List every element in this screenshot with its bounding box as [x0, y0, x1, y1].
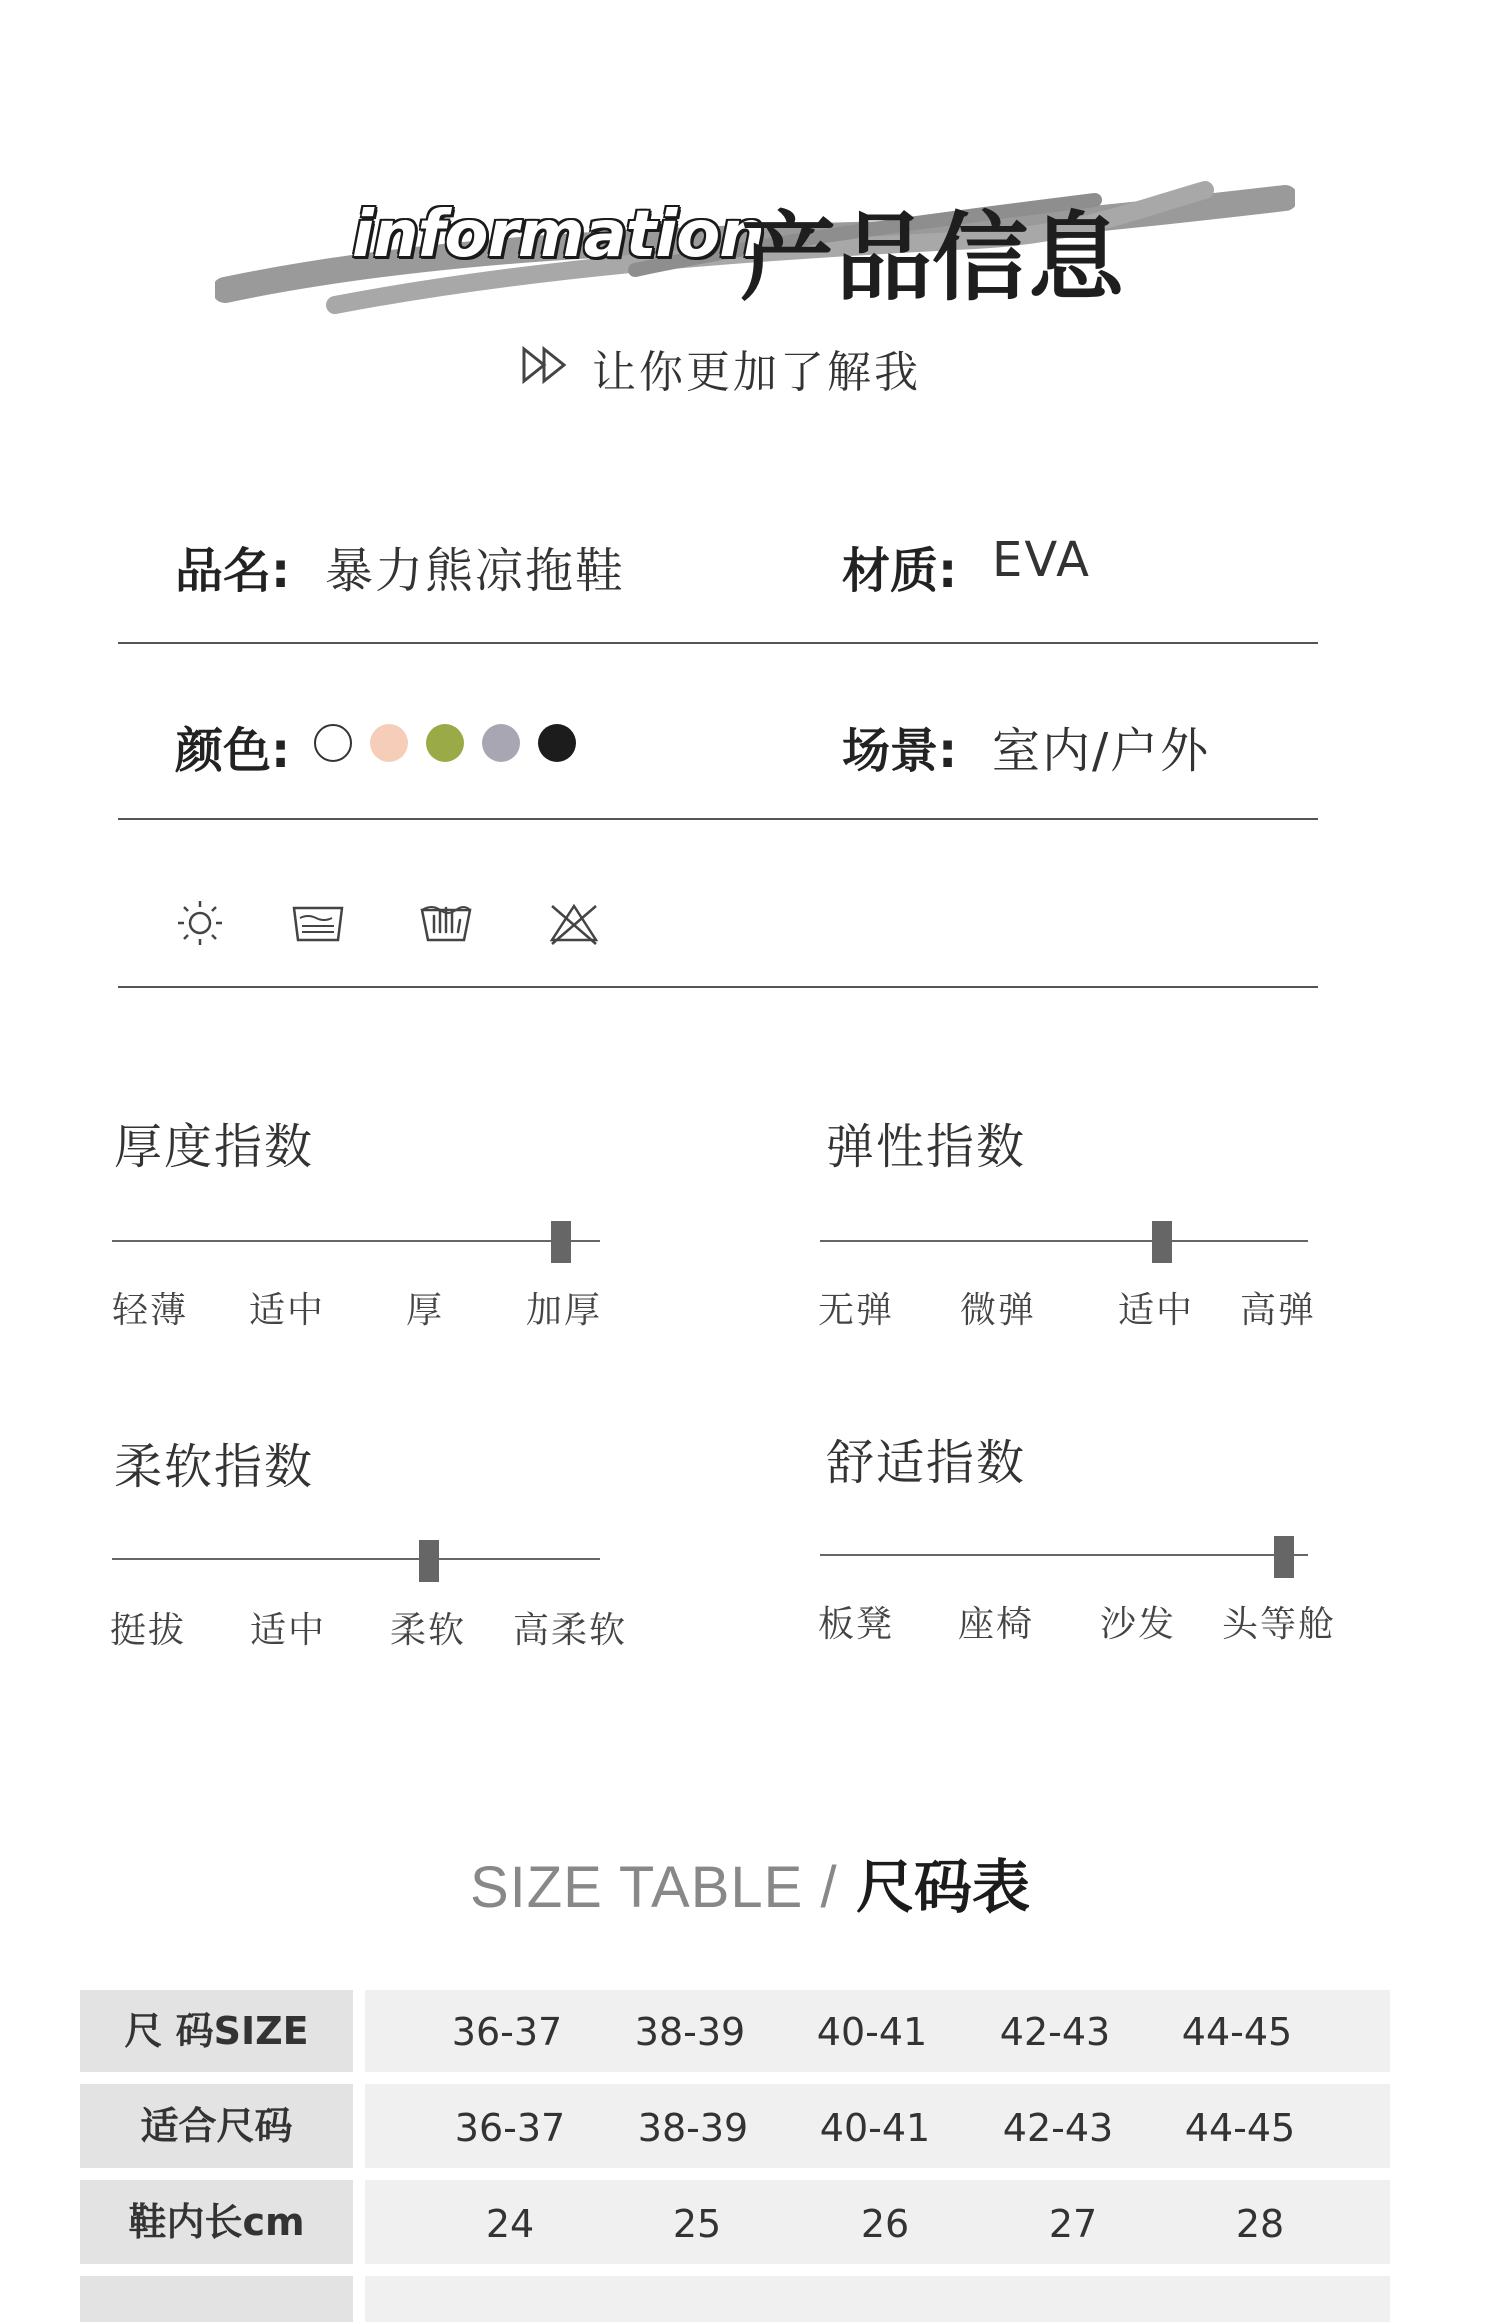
size-cell: 40-41 [816, 2010, 928, 2054]
partial-row [365, 2276, 1390, 2322]
color-swatch-gray[interactable] [482, 724, 520, 762]
insole-length-cell: 28 [1235, 2202, 1285, 2246]
elasticity-tick: 微弹 [959, 1290, 1036, 1331]
elasticity-index-title: 弹性指数 [826, 1119, 1027, 1175]
thickness-slider-thumb [551, 1221, 571, 1263]
material-label: 材质: [842, 543, 958, 599]
color-swatch-green[interactable] [426, 724, 464, 762]
fit-size-row-header: 适合尺码 [80, 2084, 353, 2168]
thickness-track [112, 1240, 600, 1242]
softness-tick: 柔软 [389, 1610, 466, 1651]
thickness-tick: 轻薄 [111, 1290, 188, 1331]
size-table-title-en: SIZE TABLE / [469, 1855, 838, 1920]
fit-size-cell: 40-41 [819, 2106, 931, 2150]
title-cn: 产品信息 [740, 202, 1124, 314]
comfort-index-title: 舒适指数 [826, 1435, 1027, 1491]
softness-tick: 适中 [249, 1610, 326, 1651]
elasticity-tick: 无弹 [817, 1290, 894, 1331]
softness-index-title: 柔软指数 [114, 1439, 315, 1495]
name-label: 品名: [175, 543, 291, 599]
color-swatch-white[interactable] [314, 724, 352, 762]
thickness-tick: 厚 [405, 1290, 444, 1331]
softness-tick: 高柔软 [512, 1610, 627, 1651]
size-cell: 44-45 [1181, 2010, 1293, 2054]
thickness-tick: 适中 [248, 1290, 325, 1331]
hand-wash-icon [290, 898, 346, 948]
thickness-index-title: 厚度指数 [114, 1119, 315, 1175]
softness-slider-thumb [419, 1540, 439, 1582]
size-row-header: 尺 码SIZE [80, 1990, 353, 2072]
insole-length-cell: 25 [672, 2202, 722, 2246]
insole-length-cell: 26 [860, 2202, 910, 2246]
softness-tick: 挺拔 [109, 1610, 186, 1651]
color-label: 颜色: [175, 723, 291, 779]
elasticity-tick: 适中 [1117, 1290, 1194, 1331]
subtitle: 让你更加了解我 [592, 347, 921, 398]
partial-row-header [80, 2276, 353, 2322]
sun-dry-icon [172, 898, 228, 948]
scene-value: 室内/户外 [992, 723, 1211, 779]
scene-label: 场景: [842, 723, 958, 779]
thickness-tick: 加厚 [525, 1290, 602, 1331]
do-not-bleach-icon [546, 898, 602, 948]
fit-size-cell: 44-45 [1184, 2106, 1296, 2150]
insole-length-cell: 27 [1048, 2202, 1098, 2246]
fit-size-cell: 38-39 [637, 2106, 749, 2150]
size-cell: 42-43 [999, 2010, 1111, 2054]
color-swatches [314, 724, 576, 762]
comfort-tick: 板凳 [817, 1604, 894, 1645]
size-table-title [0, 1840, 1500, 1924]
insole-length-row [365, 2180, 1390, 2264]
comfort-slider-thumb [1274, 1536, 1294, 1578]
size-row [365, 1990, 1390, 2072]
insole-length-row-header: 鞋内长cm [80, 2180, 353, 2264]
size-table-title-cn: 尺码表 [856, 1853, 1031, 1921]
divider [118, 818, 1318, 820]
color-swatch-black[interactable] [538, 724, 576, 762]
comfort-track [820, 1554, 1308, 1556]
size-cell: 36-37 [451, 2010, 563, 2054]
name-value: 暴力熊凉拖鞋 [325, 543, 626, 599]
washing-basin-icon [418, 896, 474, 946]
softness-track [112, 1558, 600, 1560]
color-swatch-peach[interactable] [370, 724, 408, 762]
play-forward-icon [520, 345, 576, 385]
fit-size-cell: 36-37 [454, 2106, 566, 2150]
insole-length-cell: 24 [485, 2202, 535, 2246]
elasticity-slider-thumb [1152, 1221, 1172, 1263]
fit-size-row [365, 2084, 1390, 2168]
divider [118, 986, 1318, 988]
divider [118, 642, 1318, 644]
comfort-tick: 座椅 [957, 1604, 1034, 1645]
size-cell: 38-39 [634, 2010, 746, 2054]
comfort-tick: 沙发 [1099, 1604, 1176, 1645]
elasticity-tick: 高弹 [1239, 1290, 1316, 1331]
fit-size-cell: 42-43 [1002, 2106, 1114, 2150]
elasticity-track [820, 1240, 1308, 1242]
material-value: EVA [992, 532, 1091, 588]
title-en: information [352, 198, 764, 272]
comfort-tick: 头等舱 [1221, 1604, 1336, 1645]
